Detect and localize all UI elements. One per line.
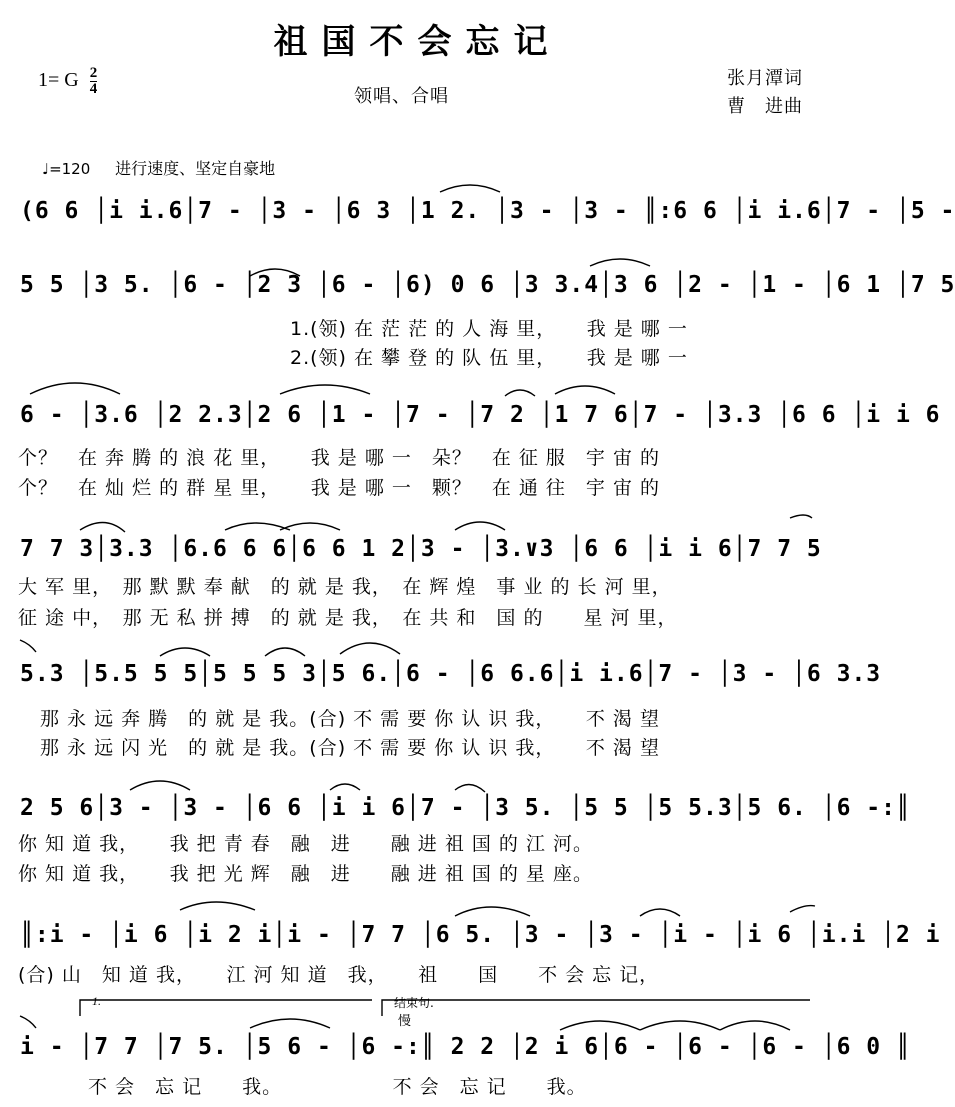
lyric-line-2: 2.(领) 在 攀 登 的 队 伍 里， 我 是 哪 一: [290, 347, 688, 369]
composer-credit: 曹 进曲: [727, 96, 803, 117]
slur-mark: [265, 648, 305, 656]
slur-mark: [130, 781, 190, 790]
slur-mark: [455, 522, 505, 530]
lyric-line-10: 你 知 道 我， 我 把 光 辉 融 进 融 进 祖 国 的 星 座。: [18, 863, 593, 885]
key-label: 1= G: [38, 69, 79, 92]
slur-mark: [790, 515, 812, 518]
lyric-line-6: 征 途 中， 那 无 私 拼 搏 的 就 是 我， 在 共 和 国 的 星 河 里，: [18, 607, 678, 629]
slur-mark: [505, 390, 535, 396]
lyric-line-11: (合) 山 知 道 我， 江 河 知 道 我， 祖 国 不 会 忘 记，: [18, 964, 660, 986]
slur-mark: [30, 383, 120, 394]
slur-mark: [560, 1021, 640, 1030]
lyric-line-9: 你 知 道 我， 我 把 青 春 融 进 融 进 祖 国 的 江 河。: [18, 833, 593, 855]
lyric-line-3: 个？ 在 奔 腾 的 浪 花 里， 我 是 哪 一 朵？ 在 征 服 宇 宙 的: [18, 447, 661, 469]
lyric-line-4: 个？ 在 灿 烂 的 群 星 里， 我 是 哪 一 颗？ 在 通 往 宇 宙 的: [18, 477, 661, 499]
slur-mark: [555, 386, 615, 394]
slur-mark: [180, 902, 255, 910]
music-line-4: 7 7 3│3.3 │6.6 6 6│6 6 1 2│3 - │3.∨3 │6 6 │i i 6│7 7 5: [20, 536, 822, 562]
time-signature-bottom: 4: [89, 81, 98, 97]
slur-mark: [250, 1019, 330, 1028]
lyric-line-8: 那 永 远 闪 光 的 就 是 我。(合) 不 需 要 你 认 识 我， 不 渴 望: [40, 737, 660, 759]
lyricist-credit: 张月潭词: [727, 68, 803, 89]
slur-mark: [455, 784, 485, 792]
music-line-3: 6 - │3.6 │2 2.3│2 6 │1 - │7 - │7 2 │1 7 6│7 - │3.3 │6 6 │i i 6: [20, 402, 941, 428]
slur-mark: [250, 269, 300, 276]
performance-type: 领唱、合唱: [354, 86, 449, 107]
slur-mark: [280, 385, 370, 394]
slur-mark: [160, 648, 210, 656]
time-signature-top: 2: [89, 65, 98, 81]
slur-mark: [440, 185, 500, 192]
slur-mark: [20, 640, 36, 652]
lyric-line-1: 1.(领) 在 茫 茫 的 人 海 里， 我 是 哪 一: [290, 318, 688, 340]
lyric-line-12: 不 会 忘 记 我。 不 会 忘 记 我。: [88, 1076, 587, 1098]
music-line-1: (6 6 │i i.6│7 - │3 - │6 3 │1 2. │3 - │3 - ║:6 6 │i i.6│7 - │5 -: [20, 198, 955, 224]
slur-mark: [340, 643, 400, 654]
first-ending-bracket: [80, 1000, 372, 1016]
music-line-5: 5.3 │5.5 5 5│5 5 5 3│5 6.│6 - │6 6.6│i i.6│7 - │3 - │6 3.3: [20, 661, 882, 687]
slur-mark: [720, 1021, 790, 1030]
slur-mark: [225, 523, 290, 530]
lyric-line-5: 大 军 里， 那 默 默 奉 献 的 就 是 我， 在 辉 煌 事 业 的 长 河 里，: [18, 576, 672, 598]
first-ending-label: 1.: [92, 994, 101, 1008]
slur-mark: [790, 906, 815, 912]
music-line-2: 5 5 │3 5. │6 - │2 3 │6 - │6) 0 6 │3 3.4│3 6 │2 - │1 - │6 1 │7 5: [20, 272, 955, 298]
slur-mark: [330, 784, 360, 790]
slur-mark: [80, 522, 125, 532]
music-line-7: ║:i - │i 6 │i 2 i│i - │7 7 │6 5. │3 - │3 - │i - │i 6 │i.i │2 i: [20, 922, 941, 948]
music-line-8: i - │7 7 │7 5. │5 6 - │6 -:║ 2 2 │2 i 6│6 - │6 - │6 - │6 0 ║: [20, 1034, 911, 1060]
slur-mark: [640, 1021, 720, 1030]
slur-mark: [20, 1016, 36, 1028]
song-title: 祖国不会忘记: [273, 22, 562, 62]
final-ending-bracket: [382, 1000, 810, 1016]
expression-mark: 进行速度、坚定自豪地: [115, 159, 276, 178]
music-line-6: 2 5 6│3 - │3 - │6 6 │i i 6│7 - │3 5. │5 5 │5 5.3│5 6. │6 -:║: [20, 795, 911, 821]
lyric-line-7: 那 永 远 奔 腾 的 就 是 我。(合) 不 需 要 你 认 识 我， 不 渴 望: [40, 708, 660, 730]
tempo-mark: ♩=120: [42, 160, 91, 178]
ending-label: 结束句.: [394, 996, 434, 1010]
slur-mark: [455, 907, 530, 916]
slow-mark: 慢: [398, 1014, 412, 1029]
slur-mark: [640, 909, 680, 916]
slur-mark: [590, 259, 650, 266]
